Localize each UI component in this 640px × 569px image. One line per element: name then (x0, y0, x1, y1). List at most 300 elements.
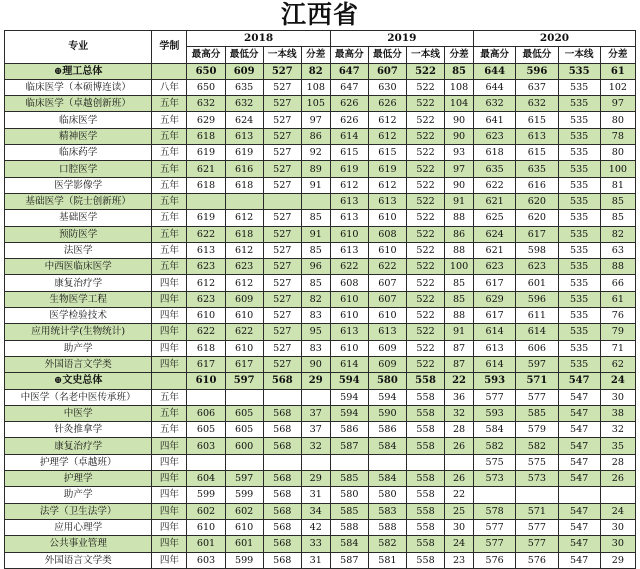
max-score-cell: 614 (474, 356, 516, 372)
major-cell: 应用心理学 (5, 519, 152, 535)
year-header-2020: 2020 (474, 31, 636, 47)
header-row-years (5, 31, 636, 47)
table-row (5, 242, 636, 258)
line-score-cell: 522 (406, 177, 444, 193)
max-score-cell: 610 (330, 226, 368, 242)
diff-score-cell: 31 (301, 552, 330, 568)
max-score-cell: 610 (187, 519, 225, 535)
max-score-cell (187, 389, 225, 405)
min-score-cell: 588 (368, 519, 406, 535)
min-score-cell (225, 454, 263, 470)
major-cell: 应用统计学(生物统计) (5, 324, 152, 340)
min-score-cell: 618 (225, 226, 263, 242)
major-cell: 康复治疗学 (5, 275, 152, 291)
col-max-2020: 最高分 (474, 47, 516, 63)
max-score-cell: 593 (474, 405, 516, 421)
duration-cell: 八年 (152, 79, 187, 95)
diff-score-cell: 97 (445, 161, 474, 177)
diff-score-cell: 91 (301, 177, 330, 193)
min-score-cell: 635 (516, 161, 558, 177)
table-row (5, 552, 636, 568)
diff-score-cell: 29 (600, 552, 635, 568)
min-score-cell: 609 (225, 291, 263, 307)
min-score-cell: 601 (516, 275, 558, 291)
max-score-cell: 575 (474, 454, 516, 470)
table-row (5, 487, 636, 503)
duration-cell: 五年 (152, 177, 187, 193)
table-row (5, 471, 636, 487)
min-score-cell: 605 (225, 422, 263, 438)
max-score-cell: 582 (474, 438, 516, 454)
line-score-cell: 527 (263, 242, 301, 258)
diff-score-cell: 26 (445, 471, 474, 487)
max-score-cell: 618 (187, 340, 225, 356)
max-score-cell: 608 (330, 275, 368, 291)
max-score-cell: 614 (474, 324, 516, 340)
min-score-cell: 626 (368, 96, 406, 112)
min-score-cell: 599 (225, 552, 263, 568)
line-score-cell: 527 (263, 161, 301, 177)
max-score-cell: 613 (330, 210, 368, 226)
line-score-cell: 558 (406, 503, 444, 519)
diff-score-cell: 24 (600, 503, 635, 519)
max-score-cell: 612 (330, 177, 368, 193)
major-cell: 生物医学工程 (5, 291, 152, 307)
max-score-cell: 614 (330, 128, 368, 144)
max-score-cell: 618 (187, 177, 225, 193)
min-score-cell: 613 (516, 128, 558, 144)
min-score-cell: 610 (225, 340, 263, 356)
min-score-cell (225, 193, 263, 209)
major-cell: 精神医学 (5, 128, 152, 144)
year-header-2018: 2018 (187, 31, 330, 47)
diff-score-cell: 22 (445, 373, 474, 389)
max-score-cell (474, 487, 516, 503)
min-score-cell: 612 (368, 112, 406, 128)
duration-cell: 五年 (152, 389, 187, 405)
line-score-cell: 527 (263, 356, 301, 372)
min-score-cell: 598 (516, 242, 558, 258)
min-score-cell: 622 (368, 259, 406, 275)
max-score-cell: 577 (474, 519, 516, 535)
diff-score-cell (600, 487, 635, 503)
diff-score-cell: 105 (301, 96, 330, 112)
table-row (5, 259, 636, 275)
duration-cell: 四年 (152, 291, 187, 307)
line-score-cell: 568 (263, 405, 301, 421)
min-score-cell: 607 (368, 275, 406, 291)
min-score-cell: 579 (516, 422, 558, 438)
min-score-cell: 614 (516, 324, 558, 340)
major-cell: 口腔医学 (5, 161, 152, 177)
diff-score-cell: 25 (445, 503, 474, 519)
diff-score-cell: 23 (445, 552, 474, 568)
line-score-cell: 527 (263, 226, 301, 242)
max-score-cell: 618 (474, 145, 516, 161)
diff-score-cell: 93 (445, 145, 474, 161)
min-score-cell: 615 (368, 145, 406, 161)
min-score-cell: 622 (225, 324, 263, 340)
diff-score-cell: 38 (600, 405, 635, 421)
diff-score-cell: 91 (445, 193, 474, 209)
major-cell: 医学影像学 (5, 177, 152, 193)
min-score-cell: 613 (368, 324, 406, 340)
min-score-cell: 596 (516, 291, 558, 307)
min-score-cell: 609 (225, 63, 263, 79)
diff-score-cell: 83 (301, 308, 330, 324)
major-cell: 康复治疗学 (5, 438, 152, 454)
line-score-cell: 522 (406, 145, 444, 161)
line-score-cell: 535 (558, 161, 600, 177)
max-score-cell: 584 (330, 536, 368, 552)
diff-score-cell: 95 (301, 324, 330, 340)
diff-score-cell: 30 (600, 389, 635, 405)
duration-cell: 五年 (152, 259, 187, 275)
table-row (5, 389, 636, 405)
max-score-cell: 578 (474, 503, 516, 519)
line-score-cell: 568 (263, 503, 301, 519)
duration-cell: 五年 (152, 145, 187, 161)
diff-score-cell: 32 (301, 438, 330, 454)
major-cell: 外国语言文学类 (5, 356, 152, 372)
year-header-2019: 2019 (330, 31, 473, 47)
line-score-cell: 527 (263, 324, 301, 340)
table-row (5, 405, 636, 421)
diff-score-cell: 76 (600, 308, 635, 324)
table-row (5, 161, 636, 177)
line-score-cell: 535 (558, 226, 600, 242)
max-score-cell: 644 (474, 79, 516, 95)
line-score-cell: 527 (263, 63, 301, 79)
line-score-cell: 547 (558, 405, 600, 421)
line-score-cell: 527 (263, 112, 301, 128)
max-score-cell: 619 (330, 161, 368, 177)
min-score-cell (225, 389, 263, 405)
duration-cell: 四年 (152, 324, 187, 340)
max-score-cell: 587 (330, 438, 368, 454)
min-score-cell: 620 (516, 210, 558, 226)
table-row (5, 210, 636, 226)
col-min-2020: 最低分 (516, 47, 558, 63)
major-cell: 中医学（名老中医传承班） (5, 389, 152, 405)
major-cell: 医学检验技术 (5, 308, 152, 324)
diff-score-cell: 33 (301, 536, 330, 552)
diff-score-cell: 85 (301, 275, 330, 291)
duration-cell: 四年 (152, 487, 187, 503)
min-score-cell (516, 487, 558, 503)
max-score-cell: 606 (187, 405, 225, 421)
min-score-cell: 632 (516, 96, 558, 112)
diff-score-cell: 24 (600, 373, 635, 389)
line-score-cell: 535 (558, 308, 600, 324)
page-title: 江西省 (280, 0, 359, 29)
max-score-cell: 626 (330, 96, 368, 112)
max-score-cell: 610 (330, 308, 368, 324)
table-row (5, 308, 636, 324)
diff-score-cell: 79 (600, 324, 635, 340)
min-score-cell: 635 (225, 79, 263, 95)
diff-score-cell: 30 (600, 536, 635, 552)
diff-score-cell: 90 (445, 128, 474, 144)
max-score-cell: 629 (187, 112, 225, 128)
table-row (5, 454, 636, 470)
diff-score-cell: 80 (600, 145, 635, 161)
diff-score-cell: 85 (445, 291, 474, 307)
diff-score-cell: 90 (301, 356, 330, 372)
line-score-cell: 527 (263, 259, 301, 275)
line-score-cell: 547 (558, 536, 600, 552)
duration-cell: 四年 (152, 438, 187, 454)
max-score-cell: 585 (330, 503, 368, 519)
diff-score-cell (301, 454, 330, 470)
max-score-cell: 632 (474, 96, 516, 112)
min-score-cell: 571 (516, 373, 558, 389)
line-score-cell: 522 (406, 324, 444, 340)
min-score-cell: 613 (225, 128, 263, 144)
diff-score-cell: 29 (301, 373, 330, 389)
line-score-cell (263, 389, 301, 405)
min-score-cell: 606 (516, 340, 558, 356)
max-score-cell (330, 454, 368, 470)
duration-cell: 四年 (152, 471, 187, 487)
diff-score-cell (445, 454, 474, 470)
line-score-cell: 558 (406, 422, 444, 438)
major-cell: 助产学 (5, 487, 152, 503)
max-score-cell: 614 (330, 356, 368, 372)
diff-score-cell: 86 (445, 226, 474, 242)
line-score-cell: 558 (406, 373, 444, 389)
max-score-cell: 603 (187, 552, 225, 568)
diff-score-cell: 66 (600, 275, 635, 291)
line-score-cell: 547 (558, 438, 600, 454)
max-score-cell: 604 (187, 471, 225, 487)
min-score-cell: 613 (368, 193, 406, 209)
max-score-cell: 617 (187, 356, 225, 372)
line-score-cell: 535 (558, 96, 600, 112)
line-score-cell: 522 (406, 226, 444, 242)
line-score-cell: 558 (406, 519, 444, 535)
diff-score-cell (301, 193, 330, 209)
line-score-cell: 535 (558, 79, 600, 95)
line-score-cell: 547 (558, 503, 600, 519)
duration-cell: 四年 (152, 552, 187, 568)
max-score-cell: 621 (187, 161, 225, 177)
diff-score-cell: 32 (445, 405, 474, 421)
max-score-cell: 635 (474, 161, 516, 177)
duration-cell: 五年 (152, 96, 187, 112)
max-score-cell: 577 (474, 389, 516, 405)
min-score-cell: 585 (516, 405, 558, 421)
min-score-cell: 618 (225, 177, 263, 193)
table-row (5, 112, 636, 128)
line-score-cell: 527 (263, 128, 301, 144)
line-score-cell: 527 (263, 308, 301, 324)
table-row (5, 356, 636, 372)
max-score-cell: 621 (474, 242, 516, 258)
line-score-cell: 522 (406, 275, 444, 291)
major-cell: ⊕文史总体 (5, 373, 152, 389)
diff-score-cell: 63 (600, 242, 635, 258)
min-score-cell: 581 (368, 552, 406, 568)
min-score-cell: 610 (225, 519, 263, 535)
max-score-cell: 629 (474, 291, 516, 307)
duration-cell: 四年 (152, 308, 187, 324)
diff-score-cell: 22 (445, 487, 474, 503)
max-score-cell: 601 (187, 536, 225, 552)
table-row (5, 536, 636, 552)
line-score-cell: 535 (558, 242, 600, 258)
min-score-cell: 575 (516, 454, 558, 470)
diff-score-cell: 35 (600, 438, 635, 454)
total-row (5, 373, 636, 389)
col-line-2020: 一本线 (558, 47, 600, 63)
major-cell: 预防医学 (5, 226, 152, 242)
diff-score-cell: 102 (600, 79, 635, 95)
duration-cell: 四年 (152, 454, 187, 470)
line-score-cell: 535 (558, 112, 600, 128)
diff-score-cell: 30 (600, 519, 635, 535)
major-cell: 外国语言文学类 (5, 552, 152, 568)
min-score-cell: 616 (516, 177, 558, 193)
min-score-cell: 612 (368, 177, 406, 193)
line-score-cell: 568 (263, 519, 301, 535)
min-score-cell: 571 (516, 503, 558, 519)
diff-score-cell: 96 (301, 259, 330, 275)
min-score-cell: 616 (225, 161, 263, 177)
major-cell: 临床医学 (5, 112, 152, 128)
max-score-cell: 610 (187, 308, 225, 324)
max-score-cell: 599 (187, 487, 225, 503)
max-score-cell: 587 (330, 552, 368, 568)
duration-cell: 四年 (152, 356, 187, 372)
major-header: 专业 (5, 31, 152, 64)
table-row (5, 79, 636, 95)
min-score-cell: 608 (368, 226, 406, 242)
line-score-cell: 568 (263, 552, 301, 568)
diff-score-cell: 82 (301, 63, 330, 79)
line-score-cell: 547 (558, 373, 600, 389)
line-score-cell: 535 (558, 275, 600, 291)
duration-cell: 五年 (152, 210, 187, 226)
min-score-cell: 611 (516, 308, 558, 324)
line-score-cell: 558 (406, 552, 444, 568)
line-score-cell: 527 (263, 145, 301, 161)
line-score-cell: 522 (406, 79, 444, 95)
min-score-cell: 576 (516, 552, 558, 568)
duration-cell: 五年 (152, 422, 187, 438)
max-score-cell: 644 (474, 63, 516, 79)
max-score-cell: 577 (474, 536, 516, 552)
diff-score-cell: 34 (301, 503, 330, 519)
min-score-cell: 577 (516, 389, 558, 405)
line-score-cell: 568 (263, 438, 301, 454)
col-diff-2020: 分差 (600, 47, 635, 63)
table-row (5, 324, 636, 340)
col-max-2019: 最高分 (330, 47, 368, 63)
line-score-cell: 547 (558, 454, 600, 470)
line-score-cell: 535 (558, 210, 600, 226)
diff-score-cell: 100 (445, 259, 474, 275)
table-row (5, 145, 636, 161)
min-score-cell: 624 (225, 112, 263, 128)
max-score-cell: 605 (187, 422, 225, 438)
min-score-cell: 597 (225, 471, 263, 487)
min-score-cell: 620 (516, 193, 558, 209)
max-score-cell: 580 (330, 487, 368, 503)
min-score-cell: 590 (368, 405, 406, 421)
max-score-cell: 586 (330, 422, 368, 438)
max-score-cell: 650 (187, 79, 225, 95)
line-score-cell: 558 (406, 405, 444, 421)
line-score-cell: 535 (558, 128, 600, 144)
line-score-cell: 568 (263, 536, 301, 552)
line-score-cell: 522 (406, 340, 444, 356)
diff-score-cell: 81 (600, 177, 635, 193)
min-score-cell: 609 (368, 356, 406, 372)
line-score-cell: 568 (263, 471, 301, 487)
max-score-cell: 610 (330, 291, 368, 307)
line-score-cell: 558 (406, 536, 444, 552)
line-score-cell: 535 (558, 63, 600, 79)
major-cell: 助产学 (5, 340, 152, 356)
min-score-cell: 610 (225, 308, 263, 324)
min-score-cell: 607 (368, 291, 406, 307)
line-score-cell: 522 (406, 308, 444, 324)
major-cell: 护理学（卓越班） (5, 454, 152, 470)
line-score-cell: 527 (263, 79, 301, 95)
line-score-cell: 535 (558, 193, 600, 209)
diff-score-cell: 83 (301, 340, 330, 356)
max-score-cell (187, 193, 225, 209)
major-cell: 法医学 (5, 242, 152, 258)
diff-score-cell: 100 (600, 161, 635, 177)
line-score-cell: 568 (263, 422, 301, 438)
table-row (5, 291, 636, 307)
diff-score-cell: 90 (445, 177, 474, 193)
min-score-cell: 630 (368, 79, 406, 95)
min-score-cell: 610 (368, 308, 406, 324)
line-score-cell: 527 (263, 340, 301, 356)
table-row (5, 177, 636, 193)
table-row (5, 438, 636, 454)
min-score-cell: 632 (225, 96, 263, 112)
max-score-cell: 617 (474, 275, 516, 291)
max-score-cell: 602 (187, 503, 225, 519)
duration-cell: 四年 (152, 340, 187, 356)
diff-score-cell: 82 (301, 291, 330, 307)
table-row (5, 422, 636, 438)
max-score-cell: 621 (474, 193, 516, 209)
diff-score-cell (301, 389, 330, 405)
diff-score-cell: 29 (301, 471, 330, 487)
major-cell: 中西医临床医学 (5, 259, 152, 275)
line-score-cell: 535 (558, 145, 600, 161)
diff-score-cell: 108 (445, 79, 474, 95)
min-score-cell: 637 (516, 79, 558, 95)
max-score-cell: 623 (474, 259, 516, 275)
line-score-cell: 522 (406, 210, 444, 226)
duration-cell: 五年 (152, 128, 187, 144)
min-score-cell: 601 (225, 536, 263, 552)
max-score-cell: 626 (330, 112, 368, 128)
max-score-cell: 584 (474, 422, 516, 438)
line-score-cell: 522 (406, 259, 444, 275)
major-cell: 针灸推拿学 (5, 422, 152, 438)
min-score-cell: 615 (516, 145, 558, 161)
diff-score-cell: 28 (600, 454, 635, 470)
line-score-cell (263, 454, 301, 470)
major-cell: 护理学 (5, 471, 152, 487)
